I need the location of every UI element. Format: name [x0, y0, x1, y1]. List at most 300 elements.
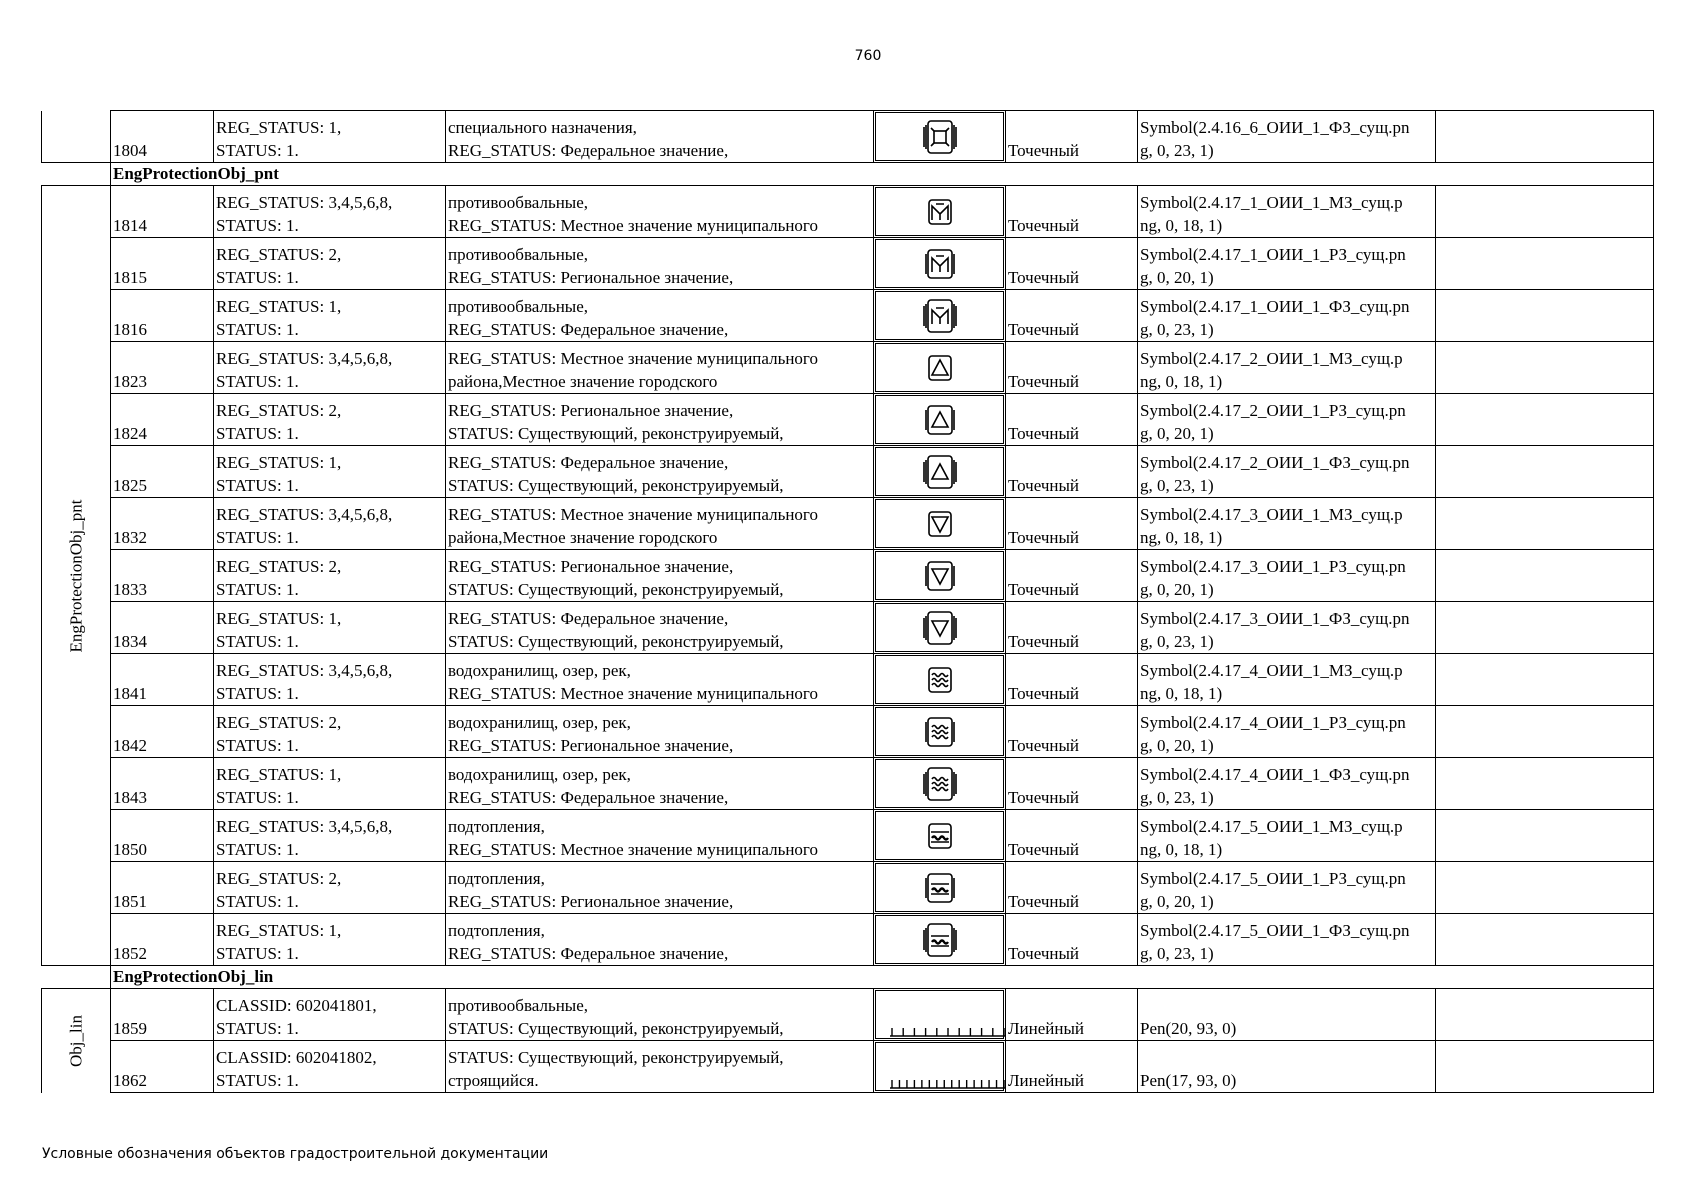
group-header-label: EngProtectionObj_lin	[111, 966, 874, 989]
row-symbol-expression-line1: Symbol(2.4.17_3_ОИИ_1_РЗ_сущ.pn	[1140, 557, 1406, 576]
group-header-tail	[874, 966, 1654, 989]
row-condition	[214, 914, 446, 966]
row-empty-cell	[1436, 290, 1654, 342]
row-description-line2: STATUS: Существующий, реконструируемый,	[448, 424, 784, 443]
group-header-row	[42, 163, 1654, 186]
square-cross-icon-symbol	[920, 115, 960, 159]
row-description-line2: STATUS: Существующий, реконструируемый,	[448, 580, 784, 599]
rockfall-icon-symbol	[920, 294, 960, 338]
table-row	[42, 602, 1654, 654]
row-condition-line2: STATUS: 1.	[216, 632, 299, 651]
group-side-label-cell	[42, 989, 111, 1093]
row-description-line2: REG_STATUS: Местное значение муниципального	[448, 216, 818, 235]
row-pen-expression: Pen(20, 93, 0)	[1138, 989, 1436, 1041]
row-description-line2: строящийся.	[448, 1071, 539, 1090]
row-geometry-type: Точечный	[1006, 654, 1138, 706]
comb-line-fine-icon	[874, 1061, 1005, 1073]
row-condition	[214, 394, 446, 446]
row-description-line1: REG_STATUS: Региональное значение,	[448, 557, 734, 576]
comb-line-icon	[874, 1009, 1005, 1021]
row-symbol-cell	[874, 989, 1006, 1041]
row-empty-cell	[1436, 186, 1654, 238]
row-number: 1852	[111, 914, 214, 966]
row-description-line2: REG_STATUS: Федеральное значение,	[448, 141, 729, 160]
row-empty-cell	[1436, 758, 1654, 810]
row-description-line2: REG_STATUS: Региональное значение,	[448, 268, 734, 287]
comb-line-fine-icon-symbol	[890, 1077, 1006, 1089]
row-symbol-expression	[1138, 602, 1436, 654]
row-symbol-expression	[1138, 186, 1436, 238]
water-waves-icon-symbol	[920, 710, 960, 754]
row-description-line1: REG_STATUS: Региональное значение,	[448, 401, 734, 420]
water-waves-icon	[874, 710, 1005, 754]
row-empty-cell	[1436, 550, 1654, 602]
row-condition-line2: STATUS: 1.	[216, 840, 299, 859]
row-condition-line1: REG_STATUS: 1,	[216, 609, 342, 628]
row-description-line1: подтопления,	[448, 869, 545, 888]
row-symbol-expression-line2: g, 0, 20, 1)	[1140, 268, 1214, 287]
row-condition	[214, 446, 446, 498]
row-condition	[214, 810, 446, 862]
row-description-line2: REG_STATUS: Местное значение муниципального	[448, 684, 818, 703]
triangle-up-icon-symbol	[920, 398, 960, 442]
row-condition	[214, 111, 446, 163]
row-description-line1: REG_STATUS: Федеральное значение,	[448, 453, 729, 472]
group-header-row	[42, 966, 1654, 989]
table-row	[42, 1041, 1654, 1093]
row-description-line2: REG_STATUS: Местное значение муниципального	[448, 840, 818, 859]
row-symbol-expression	[1138, 654, 1436, 706]
row-condition	[214, 602, 446, 654]
row-symbol-expression-line2: g, 0, 20, 1)	[1140, 736, 1214, 755]
row-symbol-expression-line1: Symbol(2.4.17_5_ОИИ_1_РЗ_сущ.pn	[1140, 869, 1406, 888]
row-condition-line2: STATUS: 1.	[216, 372, 299, 391]
row-symbol-expression-line1: Symbol(2.4.17_4_ОИИ_1_МЗ_сущ.p	[1140, 661, 1403, 680]
row-description	[446, 550, 874, 602]
row-empty-cell	[1436, 706, 1654, 758]
row-description-line2: STATUS: Существующий, реконструируемый,	[448, 1019, 784, 1038]
row-symbol-cell	[874, 1041, 1006, 1093]
row-symbol-expression-line2: ng, 0, 18, 1)	[1140, 216, 1223, 235]
row-condition-line1: REG_STATUS: 2,	[216, 245, 342, 264]
water-waves-icon	[874, 762, 1005, 806]
row-condition-line2: STATUS: 1.	[216, 1019, 299, 1038]
water-waves-icon-symbol	[920, 658, 960, 702]
row-condition-line1: CLASSID: 602041801,	[216, 996, 377, 1015]
row-number: 1851	[111, 862, 214, 914]
triangle-down-icon-symbol	[920, 606, 960, 650]
row-symbol-expression-line1: Symbol(2.4.17_4_ОИИ_1_ФЗ_сущ.pn	[1140, 765, 1410, 784]
row-number: 1862	[111, 1041, 214, 1093]
row-symbol-cell	[874, 862, 1006, 914]
row-description-line2: района,Местное значение городского	[448, 528, 718, 547]
table-row	[42, 706, 1654, 758]
row-description-line2: района,Местное значение городского	[448, 372, 718, 391]
row-symbol-cell	[874, 186, 1006, 238]
row-empty-cell	[1436, 989, 1654, 1041]
row-description-line2: STATUS: Существующий, реконструируемый,	[448, 632, 784, 651]
row-geometry-type: Точечный	[1006, 914, 1138, 966]
comb-line-icon-symbol	[890, 1025, 1006, 1037]
row-symbol-expression-line1: Symbol(2.4.17_5_ОИИ_1_МЗ_сущ.p	[1140, 817, 1403, 836]
row-geometry-type: Точечный	[1006, 186, 1138, 238]
row-description-line1: противообвальные,	[448, 297, 589, 316]
row-condition-line2: STATUS: 1.	[216, 424, 299, 443]
row-condition	[214, 862, 446, 914]
row-pen-expression: Pen(17, 93, 0)	[1138, 1041, 1436, 1093]
row-number: 1834	[111, 602, 214, 654]
group-header-label: EngProtectionObj_pnt	[111, 163, 874, 186]
row-symbol-cell	[874, 394, 1006, 446]
row-condition-line1: REG_STATUS: 3,4,5,6,8,	[216, 505, 393, 524]
row-condition-line2: STATUS: 1.	[216, 528, 299, 547]
row-description	[446, 862, 874, 914]
row-condition	[214, 238, 446, 290]
row-symbol-expression-line2: ng, 0, 18, 1)	[1140, 840, 1223, 859]
row-symbol-expression-line2: g, 0, 23, 1)	[1140, 476, 1214, 495]
row-condition	[214, 706, 446, 758]
row-description-line2: REG_STATUS: Региональное значение,	[448, 736, 734, 755]
triangle-down-icon	[874, 502, 1005, 546]
group-side-label: Obj_lin	[66, 1014, 86, 1067]
row-condition-line2: STATUS: 1.	[216, 476, 299, 495]
row-condition-line1: REG_STATUS: 1,	[216, 765, 342, 784]
rockfall-icon	[874, 294, 1005, 338]
row-description-line2: REG_STATUS: Федеральное значение,	[448, 320, 729, 339]
table-row	[42, 654, 1654, 706]
row-geometry-type: Точечный	[1006, 498, 1138, 550]
row-symbol-expression-line1: Symbol(2.4.17_3_ОИИ_1_ФЗ_сущ.pn	[1140, 609, 1410, 628]
row-description	[446, 394, 874, 446]
row-symbol-expression-line2: g, 0, 23, 1)	[1140, 788, 1214, 807]
triangle-down-icon-symbol	[920, 554, 960, 598]
row-description	[446, 342, 874, 394]
table-row	[42, 810, 1654, 862]
row-description	[446, 810, 874, 862]
row-condition	[214, 989, 446, 1041]
row-description-line1: противообвальные,	[448, 193, 589, 212]
row-number: 1833	[111, 550, 214, 602]
row-empty-cell	[1436, 914, 1654, 966]
row-description	[446, 758, 874, 810]
row-number: 1814	[111, 186, 214, 238]
row-condition	[214, 654, 446, 706]
flooding-icon-symbol	[920, 918, 960, 962]
row-description-line1: подтопления,	[448, 817, 545, 836]
row-symbol-cell	[874, 238, 1006, 290]
row-number: 1842	[111, 706, 214, 758]
table-row	[42, 862, 1654, 914]
row-condition-line2: STATUS: 1.	[216, 684, 299, 703]
row-condition-line1: REG_STATUS: 2,	[216, 557, 342, 576]
row-condition-line2: STATUS: 1.	[216, 944, 299, 963]
row-symbol-expression	[1138, 498, 1436, 550]
row-description-line2: REG_STATUS: Региональное значение,	[448, 892, 734, 911]
row-description-line1: REG_STATUS: Федеральное значение,	[448, 609, 729, 628]
row-geometry-type: Точечный	[1006, 290, 1138, 342]
row-empty-cell	[1436, 654, 1654, 706]
row-geometry-type: Точечный	[1006, 706, 1138, 758]
row-number: 1843	[111, 758, 214, 810]
row-symbol-expression-line2: g, 0, 23, 1)	[1140, 320, 1214, 339]
row-symbol-expression-line1: Symbol(2.4.17_1_ОИИ_1_РЗ_сущ.pn	[1140, 245, 1406, 264]
row-description	[446, 602, 874, 654]
row-condition-line1: REG_STATUS: 3,4,5,6,8,	[216, 193, 393, 212]
water-waves-icon	[874, 658, 1005, 702]
group-header-side	[42, 966, 111, 989]
row-geometry-type: Точечный	[1006, 342, 1138, 394]
triangle-up-icon-symbol	[920, 450, 960, 494]
row-symbol-cell	[874, 810, 1006, 862]
row-description-line1: подтопления,	[448, 921, 545, 940]
row-symbol-expression	[1138, 810, 1436, 862]
row-description-line1: противообвальные,	[448, 996, 589, 1015]
row-number: 1824	[111, 394, 214, 446]
row-empty-cell	[1436, 602, 1654, 654]
row-condition-line1: REG_STATUS: 1,	[216, 453, 342, 472]
row-condition-line1: REG_STATUS: 1,	[216, 921, 342, 940]
row-empty-cell	[1436, 446, 1654, 498]
triangle-down-icon-symbol	[920, 502, 960, 546]
row-symbol-cell	[874, 342, 1006, 394]
row-description-line1: противообвальные,	[448, 245, 589, 264]
row-symbol-cell	[874, 498, 1006, 550]
row-condition-line2: STATUS: 1.	[216, 1071, 299, 1090]
flooding-icon	[874, 918, 1005, 962]
row-symbol-expression-line2: ng, 0, 18, 1)	[1140, 684, 1223, 703]
row-condition-line2: STATUS: 1.	[216, 736, 299, 755]
row-description	[446, 498, 874, 550]
triangle-down-icon	[874, 554, 1005, 598]
table-row	[42, 342, 1654, 394]
row-condition	[214, 758, 446, 810]
group-side-label-cell	[42, 186, 111, 966]
row-symbol-expression-line1: Symbol(2.4.17_2_ОИИ_1_РЗ_сущ.pn	[1140, 401, 1406, 420]
row-symbol-expression	[1138, 550, 1436, 602]
row-condition	[214, 342, 446, 394]
row-condition-line1: REG_STATUS: 3,4,5,6,8,	[216, 349, 393, 368]
square-cross-icon	[874, 115, 1005, 159]
row-description	[446, 186, 874, 238]
row-condition-line1: REG_STATUS: 2,	[216, 713, 342, 732]
row-symbol-cell	[874, 290, 1006, 342]
rockfall-icon-symbol	[920, 190, 960, 234]
table-row	[42, 394, 1654, 446]
row-symbol-expression	[1138, 111, 1436, 163]
table-row	[42, 290, 1654, 342]
row-number: 1841	[111, 654, 214, 706]
row-geometry-type: Точечный	[1006, 446, 1138, 498]
rockfall-icon-symbol	[920, 242, 960, 286]
row-description	[446, 1041, 874, 1093]
row-symbol-cell	[874, 550, 1006, 602]
row-symbol-expression	[1138, 706, 1436, 758]
row-description	[446, 238, 874, 290]
row-symbol-expression-line1: Symbol(2.4.17_5_ОИИ_1_ФЗ_сущ.pn	[1140, 921, 1410, 940]
row-description-line2: REG_STATUS: Федеральное значение,	[448, 788, 729, 807]
table-row	[42, 111, 1654, 163]
triangle-up-icon	[874, 450, 1005, 494]
row-symbol-expression-line1: Symbol(2.4.17_3_ОИИ_1_МЗ_сущ.p	[1140, 505, 1403, 524]
row-symbol-expression-line2: g, 0, 23, 1)	[1140, 632, 1214, 651]
row-condition-line1: REG_STATUS: 2,	[216, 869, 342, 888]
water-waves-icon-symbol	[920, 762, 960, 806]
table-row	[42, 914, 1654, 966]
triangle-down-icon	[874, 606, 1005, 650]
row-condition-line1: REG_STATUS: 2,	[216, 401, 342, 420]
table-row	[42, 186, 1654, 238]
table-row	[42, 238, 1654, 290]
row-condition-line1: REG_STATUS: 1,	[216, 118, 342, 137]
row-empty-cell	[1436, 342, 1654, 394]
row-symbol-expression-line1: Symbol(2.4.17_1_ОИИ_1_МЗ_сущ.p	[1140, 193, 1403, 212]
row-symbol-expression-line1: Symbol(2.4.17_2_ОИИ_1_МЗ_сущ.p	[1140, 349, 1403, 368]
row-symbol-expression-line2: g, 0, 20, 1)	[1140, 892, 1214, 911]
row-symbol-cell	[874, 706, 1006, 758]
row-description-line1: водохранилищ, озер, рек,	[448, 661, 631, 680]
row-symbol-expression-line1: Symbol(2.4.17_2_ОИИ_1_ФЗ_сущ.pn	[1140, 453, 1410, 472]
row-condition-line1: REG_STATUS: 1,	[216, 297, 342, 316]
row-description-line1: водохранилищ, озер, рек,	[448, 713, 631, 732]
table-row	[42, 446, 1654, 498]
row-symbol-expression	[1138, 862, 1436, 914]
row-symbol-expression-line2: g, 0, 20, 1)	[1140, 424, 1214, 443]
row-condition-line2: STATUS: 1.	[216, 320, 299, 339]
row-condition-line2: STATUS: 1.	[216, 216, 299, 235]
row-symbol-expression	[1138, 342, 1436, 394]
row-geometry-type: Точечный	[1006, 550, 1138, 602]
group-header-side	[42, 163, 111, 186]
row-condition-line2: STATUS: 1.	[216, 141, 299, 160]
row-symbol-expression-line2: ng, 0, 18, 1)	[1140, 528, 1223, 547]
row-description	[446, 446, 874, 498]
row-description-line1: REG_STATUS: Местное значение муниципального	[448, 349, 818, 368]
group-side-label: EngProtectionObj_pnt	[66, 499, 86, 652]
triangle-up-icon	[874, 398, 1005, 442]
row-condition	[214, 186, 446, 238]
row-description-line1: STATUS: Существующий, реконструируемый,	[448, 1048, 784, 1067]
row-description	[446, 706, 874, 758]
row-condition-line2: STATUS: 1.	[216, 892, 299, 911]
row-condition-line1: REG_STATUS: 3,4,5,6,8,	[216, 817, 393, 836]
group-header-tail	[874, 163, 1654, 186]
row-geometry-type: Точечный	[1006, 238, 1138, 290]
row-symbol-cell	[874, 914, 1006, 966]
row-empty-cell	[1436, 810, 1654, 862]
row-symbol-expression	[1138, 446, 1436, 498]
flooding-icon	[874, 866, 1005, 910]
row-condition-line2: STATUS: 1.	[216, 268, 299, 287]
row-number: 1850	[111, 810, 214, 862]
row-symbol-expression	[1138, 914, 1436, 966]
table-row	[42, 550, 1654, 602]
row-number: 1815	[111, 238, 214, 290]
row-symbol-cell	[874, 111, 1006, 163]
row-symbol-cell	[874, 654, 1006, 706]
row-geometry-type: Точечный	[1006, 862, 1138, 914]
row-description-line2: REG_STATUS: Федеральное значение,	[448, 944, 729, 963]
row-symbol-expression-line1: Symbol(2.4.17_1_ОИИ_1_ФЗ_сущ.pn	[1140, 297, 1410, 316]
row-description	[446, 914, 874, 966]
row-description	[446, 654, 874, 706]
row-empty-cell	[1436, 1041, 1654, 1093]
row-description	[446, 111, 874, 163]
row-condition-line1: CLASSID: 602041802,	[216, 1048, 377, 1067]
row-number: 1832	[111, 498, 214, 550]
row-symbol-expression-line2: ng, 0, 18, 1)	[1140, 372, 1223, 391]
table-row	[42, 758, 1654, 810]
row-symbol-cell	[874, 758, 1006, 810]
row-description-line1: водохранилищ, озер, рек,	[448, 765, 631, 784]
row-symbol-expression	[1138, 394, 1436, 446]
row-description-line2: STATUS: Существующий, реконструируемый,	[448, 476, 784, 495]
row-description-line1: REG_STATUS: Местное значение муниципального	[448, 505, 818, 524]
triangle-up-icon	[874, 346, 1005, 390]
row-description	[446, 290, 874, 342]
row-empty-cell	[1436, 498, 1654, 550]
table-row	[42, 989, 1654, 1041]
row-symbol-expression-line2: g, 0, 23, 1)	[1140, 944, 1214, 963]
row-geometry-type: Линейный	[1006, 1041, 1138, 1093]
row-number: 1825	[111, 446, 214, 498]
row-empty-cell	[1436, 238, 1654, 290]
row-number: 1804	[111, 111, 214, 163]
row-number: 1859	[111, 989, 214, 1041]
row-symbol-expression-line2: g, 0, 20, 1)	[1140, 580, 1214, 599]
row-condition	[214, 290, 446, 342]
row-geometry-type: Точечный	[1006, 810, 1138, 862]
row-symbol-expression-line1: Symbol(2.4.17_4_ОИИ_1_РЗ_сущ.pn	[1140, 713, 1406, 732]
footer-caption: Условные обозначения объектов градостроительной документации	[42, 1146, 549, 1162]
row-condition-line1: REG_STATUS: 3,4,5,6,8,	[216, 661, 393, 680]
row-geometry-type: Линейный	[1006, 989, 1138, 1041]
row-number: 1816	[111, 290, 214, 342]
row-geometry-type: Точечный	[1006, 111, 1138, 163]
row-condition	[214, 550, 446, 602]
group-side-cell-prev	[42, 111, 111, 163]
rockfall-icon	[874, 190, 1005, 234]
row-condition	[214, 498, 446, 550]
row-symbol-cell	[874, 446, 1006, 498]
row-symbol-expression	[1138, 758, 1436, 810]
flooding-icon-symbol	[920, 814, 960, 858]
row-empty-cell	[1436, 862, 1654, 914]
row-condition-line2: STATUS: 1.	[216, 580, 299, 599]
row-description-line1: специального назначения,	[448, 118, 637, 137]
flooding-icon-symbol	[920, 866, 960, 910]
triangle-up-icon-symbol	[920, 346, 960, 390]
symbols-table	[41, 110, 1654, 1093]
table-row	[42, 498, 1654, 550]
row-description	[446, 989, 874, 1041]
row-symbol-expression	[1138, 238, 1436, 290]
page-number: 760	[854, 48, 882, 64]
row-geometry-type: Точечный	[1006, 758, 1138, 810]
row-empty-cell	[1436, 394, 1654, 446]
row-condition-line2: STATUS: 1.	[216, 788, 299, 807]
row-empty-cell	[1436, 111, 1654, 163]
row-number: 1823	[111, 342, 214, 394]
flooding-icon	[874, 814, 1005, 858]
row-condition	[214, 1041, 446, 1093]
row-symbol-expression	[1138, 290, 1436, 342]
row-symbol-expression-line1: Symbol(2.4.16_6_ОИИ_1_ФЗ_сущ.pn	[1140, 118, 1410, 137]
row-symbol-expression-line2: g, 0, 23, 1)	[1140, 141, 1214, 160]
row-symbol-cell	[874, 602, 1006, 654]
row-geometry-type: Точечный	[1006, 602, 1138, 654]
row-geometry-type: Точечный	[1006, 394, 1138, 446]
rockfall-icon	[874, 242, 1005, 286]
